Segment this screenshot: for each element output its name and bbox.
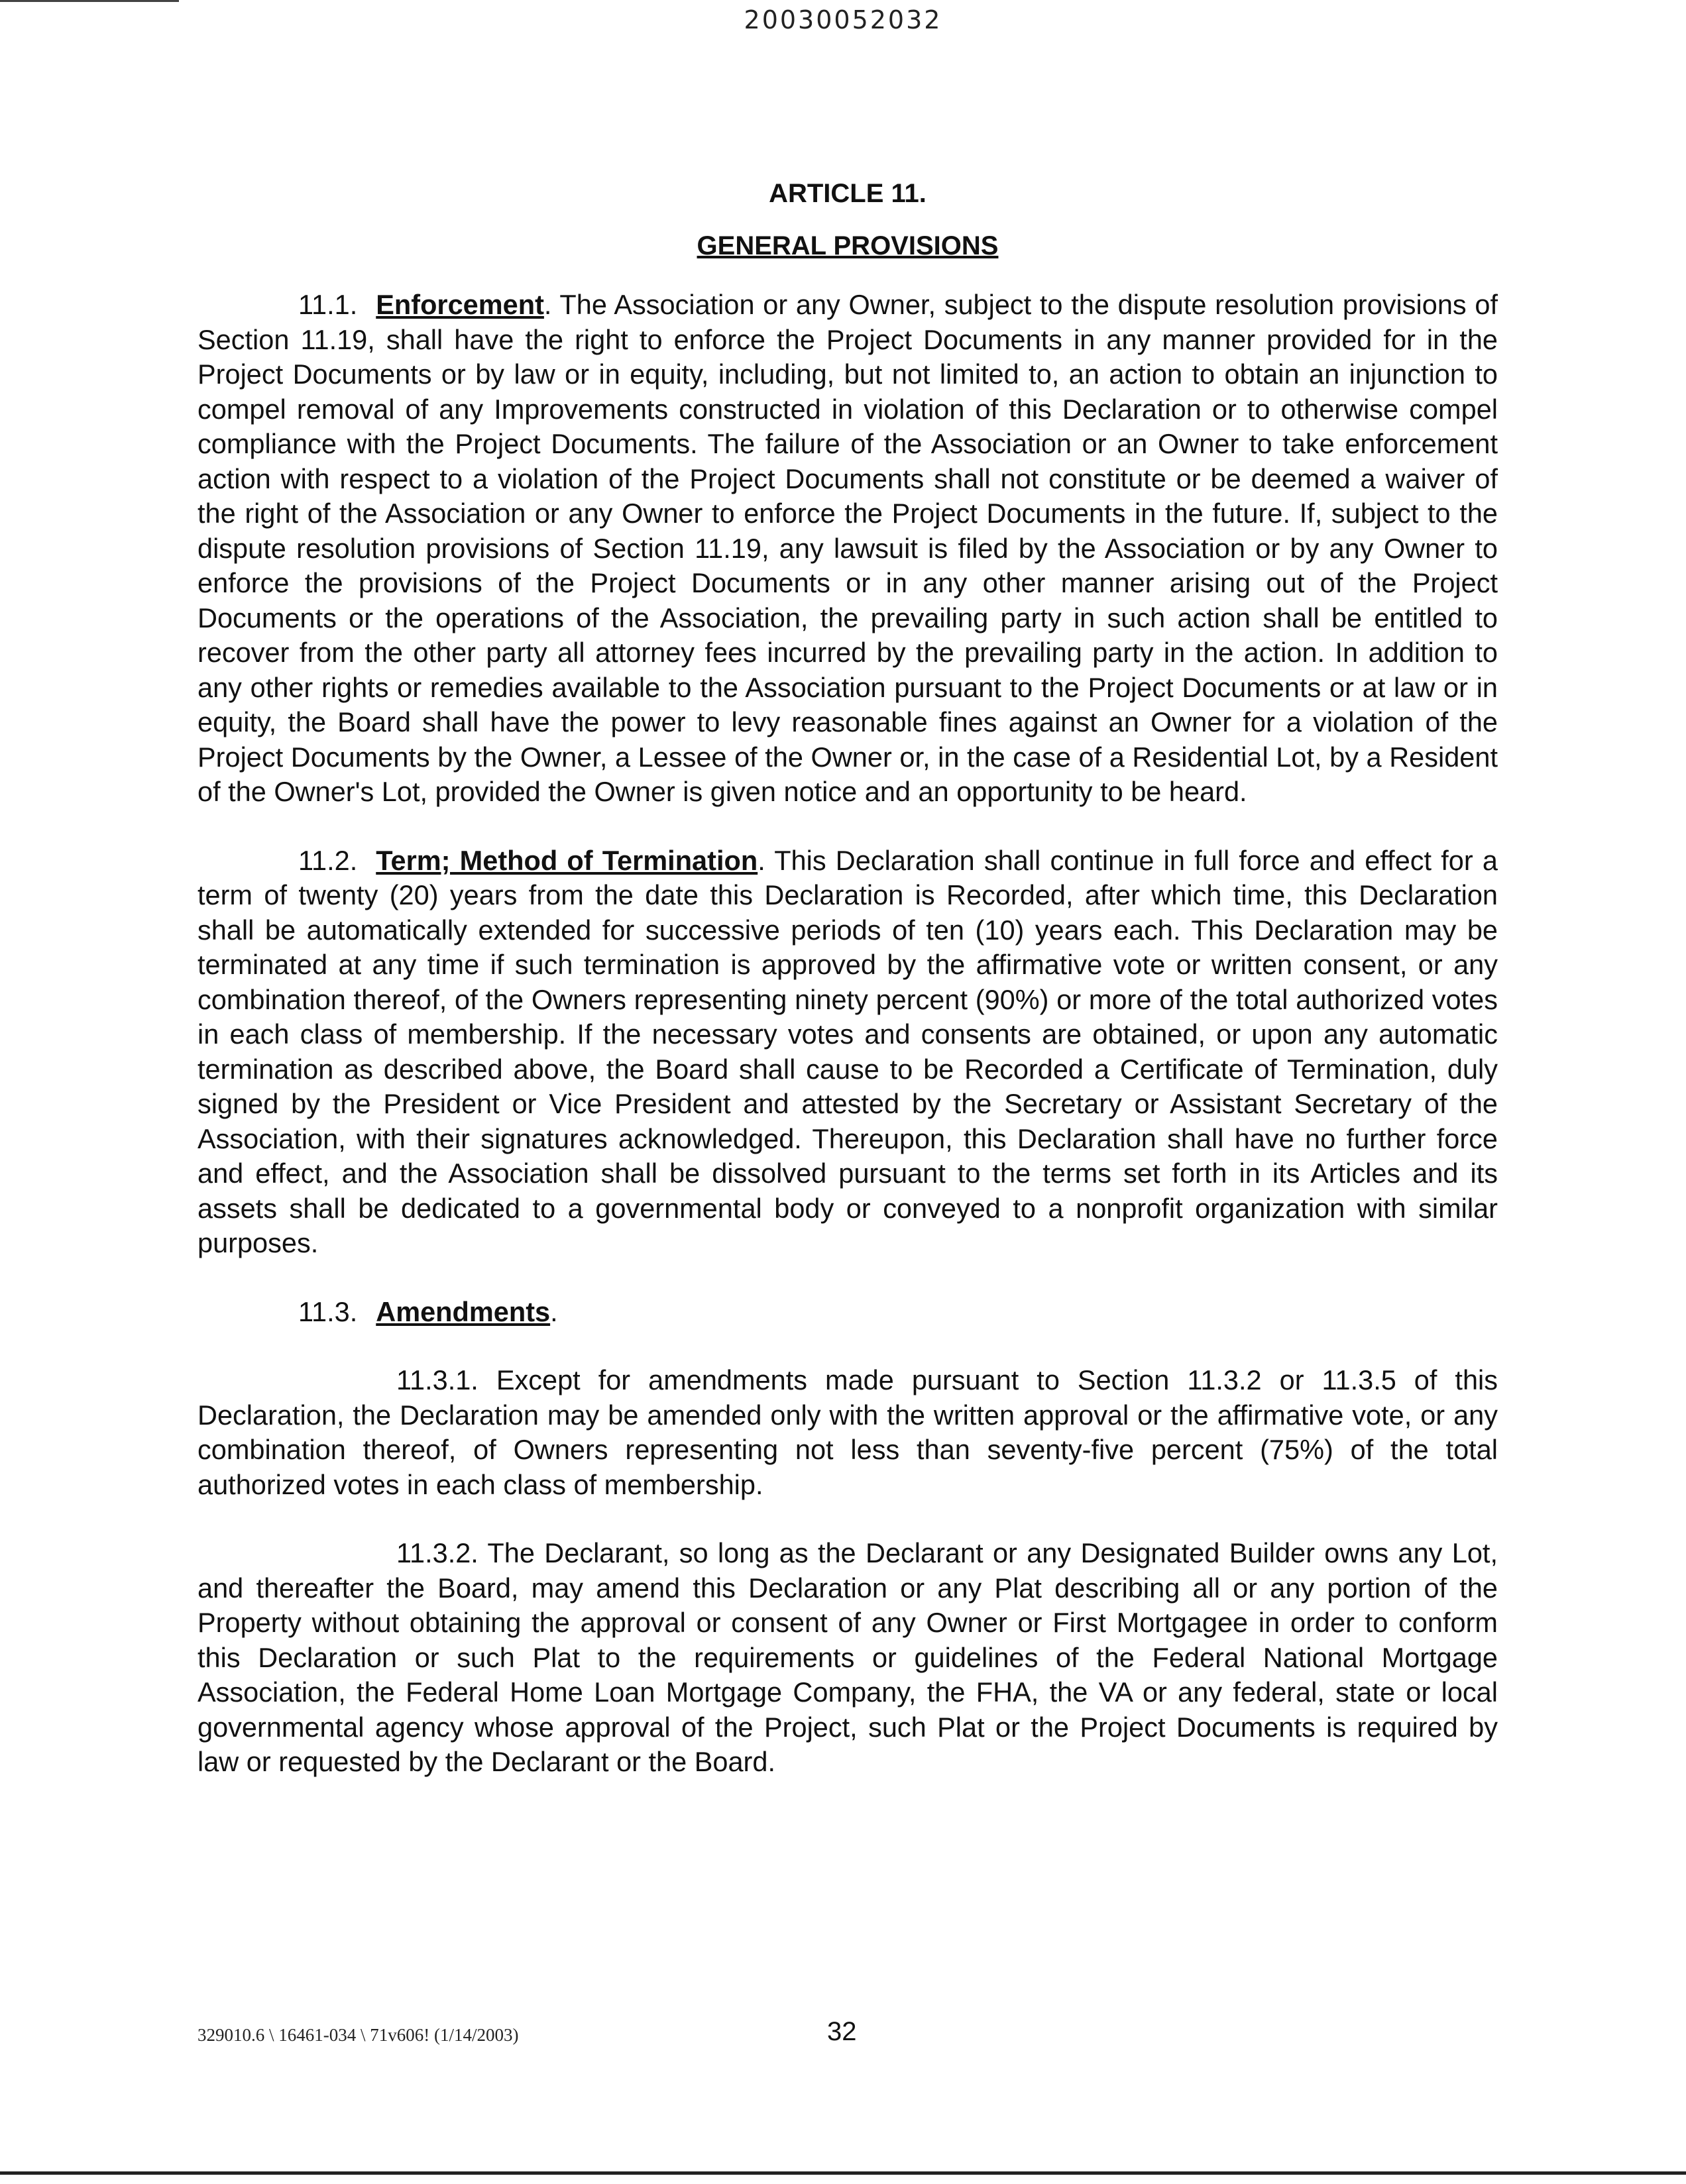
section-number: 11.2. (298, 844, 358, 876)
document-number: 20030052032 (744, 5, 942, 34)
article-subtitle: GENERAL PROVISIONS (697, 231, 999, 260)
top-scan-rule (0, 0, 179, 2)
subsection-11-3-2: 11.3.2. The Declarant, so long as the Declarant or any Designated Builder owns any Lot, and thereafter the Board, may amend this Declaration or any Plat describing all or any portion of the Property without obtaining the approval or consent of any Owner or First Mortgagee in order to conform this Declaration or such Plat to the requirements or guidelines of the Federal National Mortgage Association, the Federal Home Loan Mortgage Company, the FHA, the VA or any federal, state or local governmental agency whose approval of the Project, such Plat or the Project Documents is required by law or requested by the Declarant or the Board. (197, 1537, 1498, 1777)
section-11-1 (197, 288, 1498, 810)
section-title-suffix: . (550, 1295, 558, 1327)
section-number: 11.3. (298, 1295, 358, 1327)
section-title: Term; Method of Termination (376, 844, 758, 876)
section-title: Enforcement (376, 289, 544, 320)
section-11-2 (197, 844, 1498, 1261)
article-title: ARTICLE 11. (769, 179, 927, 208)
section-body: . This Declaration shall continue in full force and effect for a term of twenty (20) years from the date this Declaration is Recorded, after which time, this Declaration shall be automatically extended for successive periods of ten (10) years each. This Declaration may be terminated at any time if such termination is approved by the affirmative vote or written consent, or any combination thereof, of the Owners representing ninety percent (90%) or more of the total authorized votes in each class of membership. If the necessary votes and consents are obtained, or upon any automatic termination as described above, the Board shall cause to be Recorded a Certificate of Termination, duly signed by the President or Vice President and attested by the Secretary or Assistant Secretary of the Association, with their signatures acknowledged. Thereupon, this Declaration shall have no further force and effect, and the Association shall be dissolved pursuant to the terms set forth in its Articles and its assets shall be dedicated to a governmental body or conveyed to a nonprofit organization with similar purposes. (197, 844, 1498, 1258)
section-title: Amendments (376, 1295, 551, 1327)
section-11-3-heading (298, 1295, 1498, 1330)
document-body (197, 179, 1498, 1814)
bottom-scan-rule (0, 2171, 1686, 2175)
subsection-11-3-1: 11.3.1. Except for amendments made pursuant to Section 11.3.2 or 11.3.5 of this Declaration, the Declaration may be amended only with the written approval or the affirmative vote, or any combination thereof, of Owners representing not less than seventy-five percent (75%) of the total authorized votes in each class of membership. (197, 1364, 1498, 1500)
section-body: . The Association or any Owner, subject to the dispute resolution provisions of Section 11.19, shall have the right to enforce the Project Documents in any manner provided for in the Project Documents or by law or in equity, including, but not limited to, an action to obtain an injunction to compel removal of any Improvements constructed in violation of this Declaration or to otherwise compel compliance with the Project Documents. The failure of the Association or an Owner to take enforcement action with respect to a violation of the Project Documents shall not constitute or be deemed a waiver of the right of the Association or any Owner to enforce the Project Documents in the future. If, subject to the dispute resolution provisions of Section 11.19, any lawsuit is filed by the Association or by any Owner to enforce the provisions of the Project Documents or in any other manner arising out of the Project Documents or the operations of the Association, the prevailing party in such action shall be entitled to recover from the other party all attorney fees incurred by the prevailing party in the action. In addition to any other rights or remedies available to the Association pursuant to the Project Documents or at law or in equity, the Board shall have the power to levy reasonable fines against an Owner for a violation of the Project Documents by the Owner, a Lessee of the Owner or, in the case of a Residential Lot, by a Resident of the Owner's Lot, provided the Owner is given notice and an opportunity to be heard. (197, 289, 1498, 807)
section-number: 11.1. (298, 289, 358, 320)
footer-document-reference: 329010.6 \ 16461-034 \ 71v606! (1/14/2003) (197, 2025, 519, 2045)
page-number: 32 (827, 2017, 857, 2046)
